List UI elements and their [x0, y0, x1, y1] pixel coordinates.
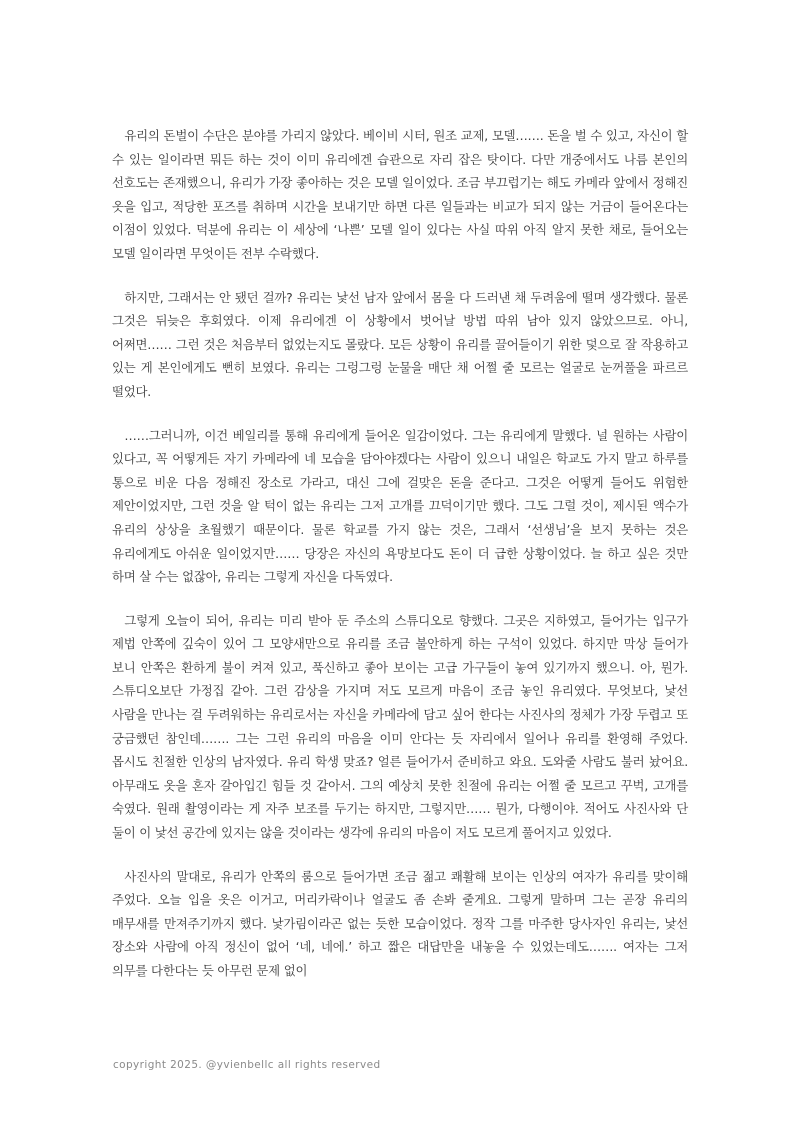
paragraph: 하지만, 그래서는 안 됐던 걸까? 유리는 낯선 남자 앞에서 몸을 다 드러낸 채 두려움에 떨며 생각했다. 물론 그것은 뒤늦은 후회였다. 이제 유리에겐 이 상황에서 벗어날 방법 따위 남아 있지 않았으므로. 아니, 어쩌면…… 그런 것은 처음부터 없었는지도 몰랐다. 모든 상황이 유리를 끌어들이기 위한 덫으로 잘 작용하고 있는 게 본인에게도 뻔히 보였다. 유리는 그렁그렁 눈물을 매단 채 어쩔 줄 모르는 얼굴로 눈꺼풀을 파르르 떨었다.	[112, 289, 688, 399]
paragraph: 사진사의 말대로, 유리가 안쪽의 룸으로 들어가면 조금 젊고 쾌활해 보이는 인상의 여자가 유리를 맞이해 주었다. 오늘 입을 옷은 이거고, 머리카락이나 얼굴도 좀 손봐 줄게요. 그렇게 말하며 그는 곧장 유리의 매무새를 만져주기까지 했다. 낯가림이라곤 없는 듯한 모습이었다. 정작 그를 마주한 당사자인 유리는, 낯선 장소와 사람에 아직 정신이 없어 ‘네, 네에.’ 하고 짧은 대답만을 내놓을 수 있었는데도……. 여자는 그저 의무를 다한다는 듯 아무런 문제 없이	[112, 868, 688, 978]
paragraph: 유리의 돈벌이 수단은 분야를 가리지 않았다. 베이비 시터, 원조 교제, 모델……. 돈을 벌 수 있고, 자신이 할 수 있는 일이라면 뭐든 하는 것이 이미 유리에겐 습관으로 자리 잡은 탓이다. 다만 개중에서도 나름 본인의 선호도는 존재했으니, 유리가 가장 좋아하는 것은 모델 일이었다. 조금 부끄럽기는 해도 카메라 앞에서 정해진 옷을 입고, 적당한 포즈를 취하며 시간을 보내기만 하면 다른 일들과는 비교가 되지 않는 거금이 들어온다는 이점이 있었다. 덕분에 유리는 이 세상에 ‘나쁜’ 모델 일이 있다는 사실 따위 아직 알지 못한 채로, 들어오는 모델 일이라면 무엇이든 전부 수락했다.	[112, 128, 688, 261]
paragraph: ……그러니까, 이건 베일리를 통해 유리에게 들어온 일감이었다. 그는 유리에게 말했다. 널 원하는 사람이 있다고, 꼭 어떻게든 자기 카메라에 네 모습을 담아야겠다는 사람이 있으니 내일은 학교도 가지 말고 하루를 통으로 비운 다음 정해진 장소로 가라고, 대신 그에 걸맞은 돈을 준다고. 그것은 어떻게 들어도 위험한 제안이었지만, 그런 것을 알 턱이 없는 유리는 그저 고개를 끄덕이기만 했다. 그도 그럴 것이, 제시된 액수가 유리의 상상을 초월했기 때문이다. 물론 학교를 가지 않는 것은, 그래서 ‘선생님’을 보지 못하는 것은 유리에게도 아쉬운 일이었지만…… 당장은 자신의 욕망보다도 돈이 더 급한 상황이었다. 늘 하고 싶은 것만 하며 살 수는 없잖아, 유리는 그렇게 자신을 다독였다.	[112, 427, 688, 585]
paragraph: 그렇게 오늘이 되어, 유리는 미리 받아 둔 주소의 스튜디오로 향했다. 그곳은 지하였고, 들어가는 입구가 제법 안쪽에 깊숙이 있어 그 모양새만으로 유리를 조금 불안하게 하는 구석이 있었다. 하지만 막상 들어가 보니 안쪽은 환하게 불이 켜져 있고, 푹신하고 좋아 보이는 고급 가구들이 놓여 있기까지 했으니. 아, 뭔가. 스튜디오보단 가정집 같아. 그런 감상을 가지며 저도 모르게 마음이 조금 놓인 유리였다. 무엇보다, 낯선 사람을 만나는 걸 두려워하는 유리로서는 자신을 카메라에 담고 싶어 한다는 사진사의 정체가 가장 두렵고 또 궁금했던 참인데……. 그는 그런 유리의 마음을 이미 안다는 듯 자리에서 일어나 유리를 환영해 주었다. 몹시도 친절한 인상의 남자였다. 유리 학생 맞죠? 얼른 들어가서 준비하고 와요. 도와줄 사람도 불러 놨어요. 아무래도 옷을 혼자 갈아입긴 힘들 것 같아서. 그의 예상치 못한 친절에 유리는 어쩔 줄 모르고 꾸벅, 고개를 숙였다. 원래 촬영이라는 게 자주 보조를 두기는 하지만, 그렇지만…… 뭔가, 다행이야. 적어도 사진사와 단 둘이 이 낯선 공간에 있지는 않을 것이라는 생각에 유리의 마음이 저도 모르게 풀어지고 있었다.	[112, 612, 688, 841]
document-body	[112, 124, 688, 1003]
copyright-footer: copyright 2025. @yvienbellc all rights reserved	[113, 1059, 381, 1071]
